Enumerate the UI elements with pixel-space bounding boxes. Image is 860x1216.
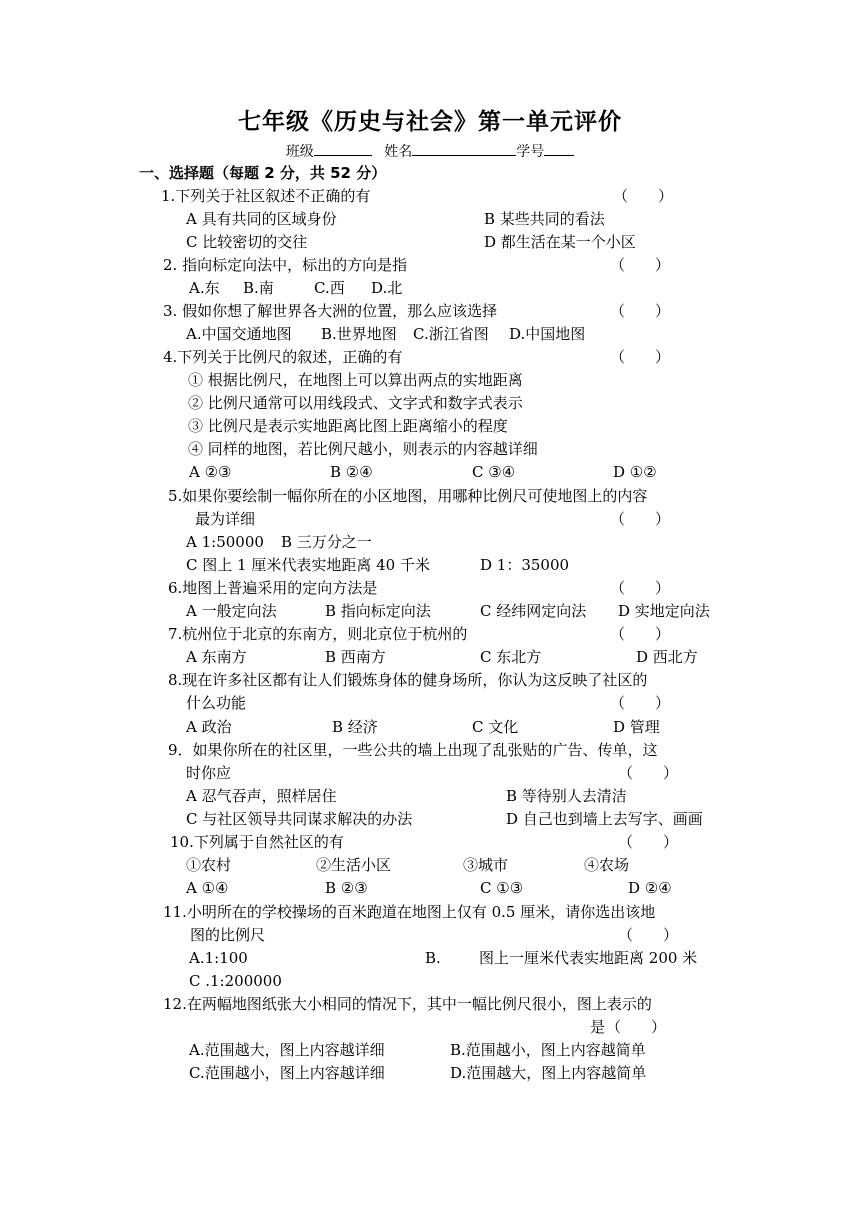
answer-paren[interactable]: （ ） xyxy=(610,348,671,366)
option: D 都生活在某一个小区 xyxy=(484,233,636,251)
option: B. xyxy=(425,949,441,967)
statement: ③城市 xyxy=(463,856,509,874)
option: D 实地定向法 xyxy=(618,602,710,620)
section-heading-choice: 一、选择题（每题 2 分，共 52 分） xyxy=(139,164,387,182)
statement: ②生活小区 xyxy=(316,856,392,874)
option: B.世界地图 xyxy=(321,325,397,343)
option: C ①③ xyxy=(480,879,524,897)
question-stem: 7.杭州位于北京的东南方，则北京位于杭州的 xyxy=(168,625,468,643)
option: 图上一厘米代表实地距离 200 米 xyxy=(479,949,698,967)
option: C 比较密切的交往 xyxy=(186,233,308,251)
id-blank[interactable] xyxy=(544,141,574,156)
option: A 1:50000 xyxy=(186,533,264,551)
option: D 西北方 xyxy=(636,648,698,666)
option: A.范围越大，图上内容越详细 xyxy=(189,1041,385,1059)
option: C .1:200000 xyxy=(189,972,282,990)
option: B 某些共同的看法 xyxy=(484,210,605,228)
question-stem: 11.小明所在的学校操场的百米跑道在地图上仅有 0.5 厘米，请你选出该地 xyxy=(163,903,656,921)
option: B 等待别人去清洁 xyxy=(506,787,627,805)
answer-paren[interactable]: （ ） xyxy=(618,926,679,944)
option: B 指向标定向法 xyxy=(325,602,431,620)
question-stem-continued: 什么功能 xyxy=(186,694,247,712)
option: A ①④ xyxy=(186,879,229,897)
option: C 图上 1 厘米代表实地距离 40 千米 xyxy=(186,556,430,574)
question-stem: 1.下列关于社区叙述不正确的有 xyxy=(161,187,371,205)
statement: ④ 同样的地图，若比例尺越小，则表示的内容越详细 xyxy=(188,440,538,458)
question-stem: 3. 假如你想了解世界各大洲的位置，那么应该选择 xyxy=(163,302,498,320)
option: B 经济 xyxy=(332,718,378,736)
answer-paren[interactable]: （ ） xyxy=(618,764,679,782)
answer-paren[interactable]: （ ） xyxy=(610,256,671,274)
statement: ①农村 xyxy=(186,856,232,874)
question-stem: 10.下列属于自然社区的有 xyxy=(170,833,344,851)
page-title: 七年级《历史与社会》第一单元评价 xyxy=(238,109,622,135)
statement: ③ 比例尺是表示实地距离比图上距离缩小的程度 xyxy=(188,417,508,435)
id-label: 学号 xyxy=(516,144,545,160)
option: B ②③ xyxy=(325,879,368,897)
option: C 与社区领导共同谋求解决的办法 xyxy=(186,810,413,828)
option: C.西 xyxy=(314,279,345,297)
option: B.范围越小，图上内容越简单 xyxy=(450,1041,646,1059)
option: B ②④ xyxy=(330,463,373,481)
statement: ① 根据比例尺，在地图上可以算出两点的实地距离 xyxy=(188,371,523,389)
option: D ①② xyxy=(613,463,657,481)
option: A 具有共同的区域身份 xyxy=(186,210,337,228)
option: A.东 xyxy=(189,279,220,297)
question-stem-continued: 是 xyxy=(590,1018,606,1036)
question-stem-continued: 图的比例尺 xyxy=(190,926,266,944)
class-label: 班级 xyxy=(285,144,314,160)
option: C 东北方 xyxy=(480,648,542,666)
option: D.中国地图 xyxy=(509,325,586,343)
question-stem: 2. 指向标定向法中，标出的方向是指 xyxy=(163,256,408,274)
answer-paren[interactable]: （ ） xyxy=(610,694,671,712)
answer-paren[interactable]: （ ） xyxy=(613,187,674,205)
statement: ④农场 xyxy=(584,856,630,874)
option: A.1:100 xyxy=(189,949,248,967)
statement: ② 比例尺通常可以用线段式、文字式和数字式表示 xyxy=(188,394,523,412)
option: A 一般定向法 xyxy=(186,602,277,620)
option: D.范围越大，图上内容越简单 xyxy=(450,1064,647,1082)
question-stem-continued: 时你应 xyxy=(186,764,232,782)
question-stem: 5.如果你要绘制一幅你所在的小区地图，用哪种比例尺可使地图上的内容 xyxy=(168,487,648,505)
option: B 三万分之一 xyxy=(281,533,372,551)
answer-paren[interactable]: （ ） xyxy=(610,510,671,528)
answer-paren[interactable]: （ ） xyxy=(610,302,671,320)
option: B 西南方 xyxy=(325,648,386,666)
option: B.南 xyxy=(243,279,274,297)
option: C.浙江省图 xyxy=(413,325,489,343)
option: C ③④ xyxy=(472,463,516,481)
option: D ②④ xyxy=(628,879,672,897)
name-blank[interactable] xyxy=(412,141,516,156)
option: A 政治 xyxy=(186,718,232,736)
answer-paren[interactable]: （ ） xyxy=(610,579,671,597)
question-stem: 6.地图上普遍采用的定向方法是 xyxy=(168,579,378,597)
option: A ②③ xyxy=(189,463,232,481)
answer-paren[interactable]: （ ） xyxy=(610,625,671,643)
option: A.中国交通地图 xyxy=(186,325,292,343)
student-info-line xyxy=(0,141,860,161)
option: A 东南方 xyxy=(186,648,247,666)
option: D 自己也到墙上去写字、画画 xyxy=(506,810,703,828)
option: D 管理 xyxy=(613,718,660,736)
question-stem: 4.下列关于比例尺的叙述，正确的有 xyxy=(163,348,403,366)
option: D.北 xyxy=(371,279,403,297)
option: C.范围越小，图上内容越详细 xyxy=(189,1064,385,1082)
question-stem: 9．如果你所在的社区里，一些公共的墙上出现了乱张贴的广告、传单，这 xyxy=(168,741,658,759)
question-stem: 12.在两幅地图纸张大小相同的情况下，其中一幅比例尺很小，图上表示的 xyxy=(163,995,652,1013)
answer-paren[interactable]: （ ） xyxy=(606,1018,667,1036)
question-stem: 8.现在许多社区都有让人们锻炼身体的健身场所，你认为这反映了社区的 xyxy=(168,671,648,689)
class-blank[interactable] xyxy=(314,141,372,156)
name-label: 姓名 xyxy=(384,144,413,160)
option: C 文化 xyxy=(472,718,519,736)
option: C 经纬网定向法 xyxy=(480,602,587,620)
option: D 1：35000 xyxy=(480,556,570,574)
answer-paren[interactable]: （ ） xyxy=(618,833,679,851)
question-stem-continued: 最为详细 xyxy=(195,510,256,528)
option: A 忍气吞声，照样居住 xyxy=(186,787,337,805)
